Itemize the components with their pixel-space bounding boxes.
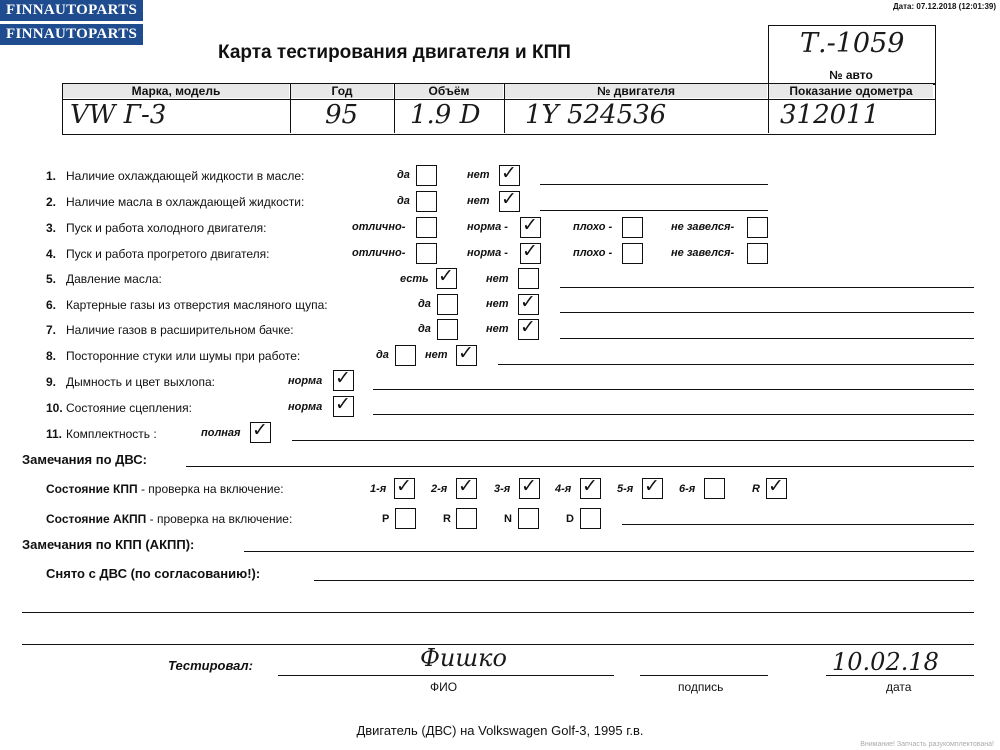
auto-gear-label: R (443, 513, 451, 525)
question-text: Пуск и работа холодного двигателя: (66, 221, 267, 235)
gearbox-remarks-label: Замечания по КПП (АКПП): (22, 537, 195, 552)
checkbox-q2-yes[interactable] (416, 191, 437, 212)
check-mark-icon: ✓ (335, 393, 351, 415)
tested-label: Тестировал: (168, 658, 253, 673)
question-number: 9. (46, 375, 57, 389)
note-line (244, 551, 974, 552)
option-no: нет (486, 298, 509, 310)
col-sep (394, 83, 395, 133)
checkbox-q7-no[interactable] (518, 316, 539, 340)
date-value: 10.02.18 (832, 648, 939, 676)
question-text: Посторонние стуки или шумы при работе: (66, 349, 301, 363)
date-caption: дата (886, 680, 912, 694)
option-yes: да (418, 298, 431, 310)
checkbox-q5-no[interactable] (518, 268, 539, 289)
header-year: Год (291, 84, 393, 98)
option-no: нет (425, 349, 448, 361)
note-line (292, 440, 974, 441)
question-text: Состояние сцепления: (66, 401, 192, 415)
gearbox-label (46, 482, 284, 496)
watermark-note: Внимание! Запчасть разукомплектована! (860, 741, 994, 748)
value-engine: 1Y 524536 (525, 100, 667, 130)
watermark-logo: FINNAUTOPARTS (0, 0, 143, 21)
question-number: 8. (46, 349, 57, 363)
gear-label: 6-я (679, 483, 696, 495)
checkbox-q2-no[interactable] (499, 188, 520, 212)
checkbox-q1-yes[interactable] (416, 165, 437, 186)
checkbox-q11-full[interactable] (250, 419, 271, 443)
gear-label: R (752, 483, 760, 495)
value-volume: 1.9 D (410, 100, 481, 130)
checkbox-q3-excellent[interactable] (416, 217, 437, 238)
option-normal: норма (288, 401, 323, 413)
gear-label: 5-я (617, 483, 634, 495)
option-full: полная (201, 427, 241, 439)
checkbox-q6-no[interactable] (518, 291, 539, 315)
note-line (540, 210, 768, 211)
signature: Фишко (420, 644, 507, 672)
signature-caption: подпись (678, 680, 724, 694)
checkbox-q3-bad[interactable] (622, 217, 643, 238)
check-mark-icon: ✓ (521, 475, 537, 497)
col-sep (504, 83, 505, 133)
note-line (622, 524, 974, 525)
auto-number-label: № авто (829, 68, 873, 82)
note-line (22, 612, 974, 613)
checkbox-gear-6[interactable] (704, 478, 725, 499)
checkbox-q3-not-started[interactable] (747, 217, 768, 238)
header-volume: Объём (395, 84, 503, 98)
check-mark-icon: ✓ (522, 214, 538, 236)
checkbox-q6-yes[interactable] (437, 294, 458, 315)
option-normal: норма (288, 375, 323, 387)
checkbox-q5-present[interactable] (436, 265, 457, 289)
option-yes: да (376, 349, 389, 361)
gearbox-label-rest: - проверка на включение: (137, 482, 284, 496)
col-sep (290, 83, 291, 133)
note-line (540, 184, 768, 185)
checkbox-gear-2[interactable] (456, 475, 477, 499)
question-text: Наличие масла в охлаждающей жидкости: (66, 195, 305, 209)
question-text: Давление масла: (66, 272, 162, 286)
signature-line (640, 675, 768, 676)
engine-remarks-label: Замечания по ДВС: (22, 452, 147, 467)
checkbox-q1-no[interactable] (499, 162, 520, 186)
question-text: Дымность и цвет выхлопа: (66, 375, 215, 389)
option-present: есть (400, 273, 429, 285)
check-mark-icon: ✓ (458, 342, 474, 364)
option-no: нет (467, 195, 490, 207)
question-number: 10. (46, 401, 63, 415)
check-mark-icon: ✓ (768, 475, 784, 497)
auto-number-value: Т.-1059 (800, 28, 905, 59)
option-excellent: отлично- (352, 247, 406, 259)
gear-label: 2-я (431, 483, 448, 495)
question-number: 6. (46, 298, 57, 312)
question-number: 2. (46, 195, 57, 209)
option-no: нет (486, 323, 509, 335)
checkbox-gear-1[interactable] (394, 475, 415, 499)
checkbox-q3-normal[interactable] (520, 214, 541, 238)
auto-gearbox-label-bold: Состояние АКПП (46, 512, 147, 526)
checkbox-gear-4[interactable] (580, 475, 601, 499)
check-mark-icon: ✓ (520, 316, 536, 338)
check-mark-icon: ✓ (396, 475, 412, 497)
check-mark-icon: ✓ (438, 265, 454, 287)
note-line (314, 580, 974, 581)
header-model: Марка, модель (63, 84, 289, 98)
checkbox-gear-3[interactable] (519, 475, 540, 499)
value-odometer: 312011 (780, 100, 880, 130)
question-number: 7. (46, 323, 57, 337)
name-line (278, 675, 614, 676)
note-line (560, 312, 974, 313)
gear-label: 4-я (555, 483, 572, 495)
checkbox-q4-not-started[interactable] (747, 243, 768, 264)
checkbox-q4-excellent[interactable] (416, 243, 437, 264)
question-text: Комплектность : (66, 427, 157, 441)
checkbox-auto-n[interactable] (518, 508, 539, 529)
check-mark-icon: ✓ (252, 419, 268, 441)
note-line (560, 338, 974, 339)
header-odometer: Показание одометра (769, 84, 933, 98)
removed-label: Снято с ДВС (по согласованию!): (46, 566, 261, 581)
scan-date: Дата: 07.12.2018 (12:01:39) (892, 2, 996, 11)
checkbox-q8-yes[interactable] (395, 345, 416, 366)
header-engine: № двигателя (505, 84, 767, 98)
question-text: Картерные газы из отверстия масляного щупа: (66, 298, 328, 312)
checkbox-gear-r[interactable] (766, 475, 787, 499)
value-model: VW Г-3 (70, 100, 167, 130)
check-mark-icon: ✓ (644, 475, 660, 497)
option-bad: плохо - (573, 221, 613, 233)
value-year: 95 (325, 100, 359, 130)
question-number: 3. (46, 221, 57, 235)
checkbox-gear-5[interactable] (642, 475, 663, 499)
option-not-started: не завелся- (671, 247, 735, 259)
question-number: 11. (46, 427, 63, 441)
option-not-started: не завелся- (671, 221, 735, 233)
checkbox-q10-normal[interactable] (333, 393, 354, 417)
check-mark-icon: ✓ (501, 162, 517, 184)
question-text: Наличие газов в расширительном бачке: (66, 323, 294, 337)
checkbox-auto-r[interactable] (456, 508, 477, 529)
check-mark-icon: ✓ (501, 188, 517, 210)
col-sep (768, 83, 769, 133)
check-mark-icon: ✓ (458, 475, 474, 497)
option-bad: плохо - (573, 247, 613, 259)
note-line (373, 389, 974, 390)
note-line (560, 287, 974, 288)
question-number: 4. (46, 247, 57, 261)
gear-label: 1-я (370, 483, 387, 495)
question-number: 5. (46, 272, 57, 286)
checkbox-auto-p[interactable] (395, 508, 416, 529)
watermark-logo: FINNAUTOPARTS (0, 24, 143, 45)
note-line (498, 364, 974, 365)
option-yes: да (397, 169, 410, 181)
check-mark-icon: ✓ (522, 240, 538, 262)
question-text: Наличие охлаждающей жидкости в масле: (66, 169, 305, 183)
check-mark-icon: ✓ (582, 475, 598, 497)
checkbox-auto-d[interactable] (580, 508, 601, 529)
image-caption: Двигатель (ДВС) на Volkswagen Golf-3, 1995 г.в. (356, 723, 644, 738)
option-yes: да (418, 323, 431, 335)
option-no: нет (467, 169, 490, 181)
check-mark-icon: ✓ (520, 291, 536, 313)
auto-gearbox-label (46, 512, 292, 526)
check-mark-icon: ✓ (335, 367, 351, 389)
checkbox-q7-yes[interactable] (437, 319, 458, 340)
option-yes: да (397, 195, 410, 207)
option-normal: норма - (467, 247, 508, 259)
question-number: 1. (46, 169, 57, 183)
gear-label: 3-я (494, 483, 511, 495)
checkbox-q4-bad[interactable] (622, 243, 643, 264)
auto-gear-label: P (382, 513, 390, 525)
option-normal: норма - (467, 221, 508, 233)
option-no: нет (486, 273, 509, 285)
checkbox-q8-no[interactable] (456, 342, 477, 366)
question-text: Пуск и работа прогретого двигателя: (66, 247, 270, 261)
auto-gearbox-label-rest: - проверка на включение: (146, 512, 293, 526)
option-excellent: отлично- (352, 221, 406, 233)
checkbox-q9-normal[interactable] (333, 367, 354, 391)
name-caption: ФИО (430, 680, 458, 694)
auto-gear-label: N (504, 513, 512, 525)
note-line (186, 466, 974, 467)
checkbox-q4-normal[interactable] (520, 240, 541, 264)
gearbox-label-bold: Состояние КПП (46, 482, 138, 496)
auto-gear-label: D (566, 513, 574, 525)
date-line (826, 675, 974, 676)
form-title: Карта тестирования двигателя и КПП (218, 42, 571, 63)
note-line (373, 414, 974, 415)
